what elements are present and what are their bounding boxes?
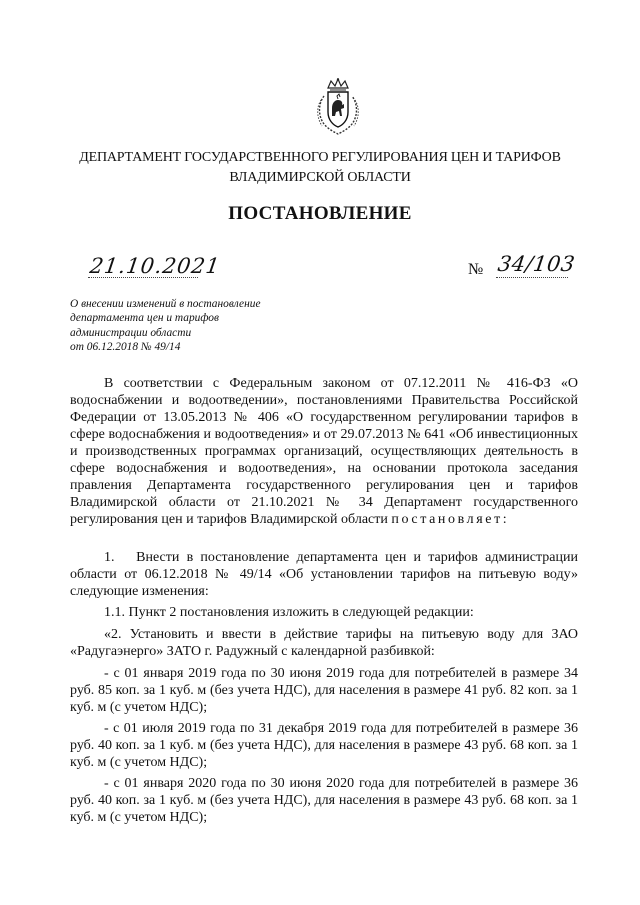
number-label: № [468, 261, 484, 278]
preamble-text: В соответствии с Федеральным законом от 07.12.2011 № 416-ФЗ «О водоснабжении и водоотведении», постановлениями Правительства Российской Федерации от 13.05.2013 № 406 «О государственном регулировании тарифов в сфере водоснабжения и водоотведения» и от 29.07.2013 № 641 «Об инвестиционных и производственных программах организаций, осуществляющих деятельность в сфере водоснабжения и водоотведения», на основании протокола заседания правления Департамента государственного регулирования цен и тарифов Владимирской области от 21.10.2021 № 34 Департамент государственного регулирования цен и тарифов Владимирской области [70, 376, 578, 527]
document-subject [70, 297, 350, 355]
document-type-title: ПОСТАНОВЛЕНИЕ [228, 203, 412, 224]
item-1-text: 1. Внести в постановление департамента цен и тарифов администрации области от 06.12.2018 № 49/14 «Об установлении тарифов на питьевую воду» следующие изменения: [70, 550, 578, 599]
subject-line: департамента цен и тарифов [70, 312, 219, 325]
item-1-1-paragraph [70, 604, 578, 621]
subject-line: администрации области [70, 326, 192, 339]
tariff-period-item [70, 720, 578, 771]
document-number: 34/103 [496, 252, 577, 276]
tariff-period-text: - с 01 января 2020 года по 30 июня 2020 года для потребителей в размере 36 руб. 40 коп. за 1 куб. м (без учета НДС), для населения в размере 43 руб. 68 коп. за 1 куб. м (с учетом НДС); [70, 776, 578, 825]
item-1-1-text: 1.1. Пункт 2 постановления изложить в следующей редакции: [104, 605, 474, 620]
department-name-line2: ВЛАДИМИРСКОЙ ОБЛАСТИ [229, 170, 411, 185]
tariff-period-item [70, 775, 578, 826]
tariff-period-text: - с 01 июля 2019 года по 31 декабря 2019 года для потребителей в размере 36 руб. 40 коп. за 1 куб. м (без учета НДС), для населения в размере 43 руб. 68 коп. за 1 куб. м (с учетом НДС); [70, 721, 578, 770]
number-underline [496, 277, 568, 278]
date-underline [88, 277, 198, 278]
subject-line: от 06.12.2018 № 49/14 [70, 341, 181, 354]
item-2-text: «2. Установить и ввести в действие тарифы на питьевую воду для ЗАО «Радугаэнерго» ЗАТО г. Радужный с календарной разбивкой: [70, 627, 578, 659]
coat-of-arms-icon [316, 78, 360, 136]
item-1-paragraph [70, 549, 578, 600]
item-2-paragraph [70, 626, 578, 660]
department-name-line1: ДЕПАРТАМЕНТ ГОСУДАРСТВЕННОГО РЕГУЛИРОВАНИЯ ЦЕН И ТАРИФОВ [79, 150, 561, 165]
subject-line: О внесении изменений в постановление [70, 298, 261, 310]
tariff-period-item [70, 665, 578, 716]
document-date: 21.10.2021 [88, 254, 222, 278]
preamble-paragraph [70, 375, 578, 528]
decree-word: постановляет: [391, 512, 510, 527]
tariff-period-text: - с 01 января 2019 года по 30 июня 2019 года для потребителей в размере 34 руб. 85 коп. за 1 куб. м (без учета НДС), для населения в размере 41 руб. 82 коп. за 1 куб. м (с учетом НДС); [70, 666, 578, 715]
